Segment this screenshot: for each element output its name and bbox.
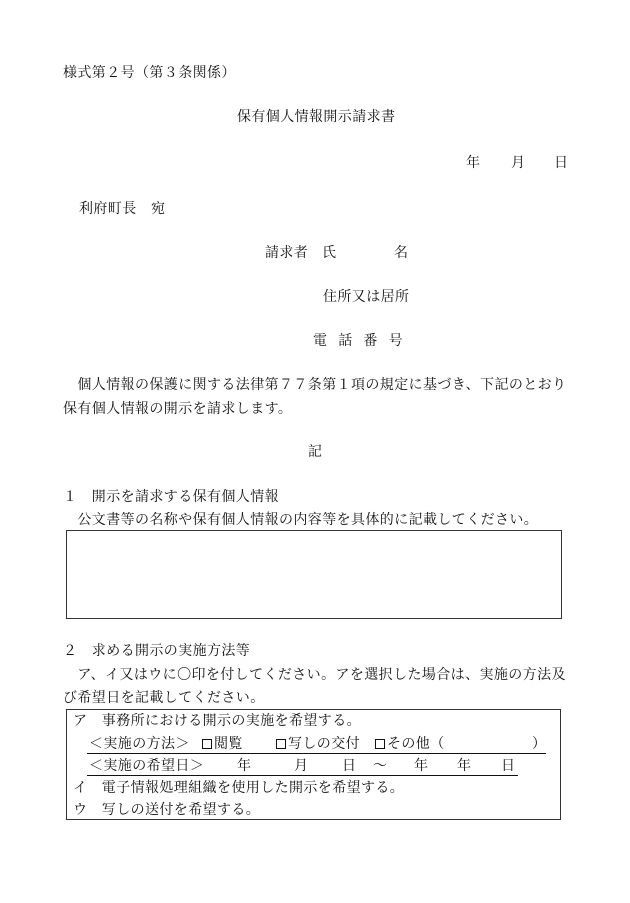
address-label: 住所又は居所 — [323, 289, 410, 305]
section2-instruction-line-1: ア、イ又はウに〇印を付してください。アを選択した場合は、実施の方法及 — [63, 667, 566, 683]
preferred-date-label: ＜実施の希望日＞ — [89, 758, 205, 774]
name-field[interactable] — [420, 244, 570, 262]
from-year-label: 年 — [237, 758, 252, 774]
address-field[interactable] — [420, 288, 570, 306]
option-u[interactable]: ウ 写しの送付を希望する。 — [73, 802, 261, 818]
date-year-label: 年 — [466, 155, 481, 171]
checkbox-copy-delivery[interactable] — [276, 739, 286, 749]
section2-instruction-line-2: び希望日を記載してください。 — [63, 690, 265, 706]
name-label: 氏 名 — [322, 245, 409, 261]
to-day-label: 日 — [501, 758, 516, 774]
note-heading: 記 — [308, 444, 323, 460]
checkbox-copy-delivery-label: 写しの交付 — [288, 736, 360, 752]
to-month-label: 年 — [457, 758, 472, 774]
other-method-field[interactable] — [447, 735, 529, 753]
date-month-label: 月 — [511, 155, 526, 171]
section1-heading: １ 開示を請求する保有個人情報 — [63, 489, 279, 505]
option-a[interactable]: ア 事務所における開示の実施を希望する。 — [73, 713, 361, 729]
phone-label: 電 話 番 号 — [313, 333, 402, 349]
option-i[interactable]: イ 電子情報処理組織を使用した開示を希望する。 — [73, 780, 405, 796]
section2-heading: ２ 求める開示の実施方法等 — [63, 643, 251, 659]
date-day-label: 日 — [554, 155, 569, 171]
form-number: 様式第２号（第３条関係） — [63, 65, 236, 81]
method-underline — [87, 753, 546, 754]
date-day-field[interactable] — [527, 154, 552, 172]
from-day-label: 日 — [342, 758, 357, 774]
from-month-label: 月 — [294, 758, 309, 774]
checkbox-inspection-label: 閲覧 — [214, 736, 243, 752]
addressee: 利府町長 宛 — [79, 201, 166, 217]
checkbox-inspection[interactable] — [202, 739, 212, 749]
intro-line-2: 保有個人情報の開示を請求します。 — [63, 401, 293, 417]
checkbox-other[interactable] — [375, 739, 385, 749]
method-label: ＜実施の方法＞ — [89, 736, 190, 752]
checkbox-other-label: その他（ — [387, 736, 445, 752]
disclosure-method-box — [66, 709, 561, 820]
page-title: 保有個人情報開示請求書 — [237, 109, 396, 125]
requester-label: 請求者 — [265, 245, 309, 261]
preferred-date-underline — [87, 775, 518, 776]
intro-line-1: 個人情報の保護に関する法律第７７条第１項の規定に基づき、下記のとおり — [63, 377, 567, 393]
date-range-separator: ～ — [373, 758, 388, 774]
other-close-paren: ） — [532, 736, 547, 752]
section1-instruction: 公文書等の名称や保有個人情報の内容等を具体的に記載してください。 — [63, 512, 539, 528]
date-month-field[interactable] — [482, 154, 509, 172]
requested-info-field[interactable] — [66, 530, 562, 619]
phone-field[interactable] — [420, 332, 570, 350]
to-year-label: 年 — [414, 758, 429, 774]
date-year-field[interactable] — [420, 154, 464, 172]
